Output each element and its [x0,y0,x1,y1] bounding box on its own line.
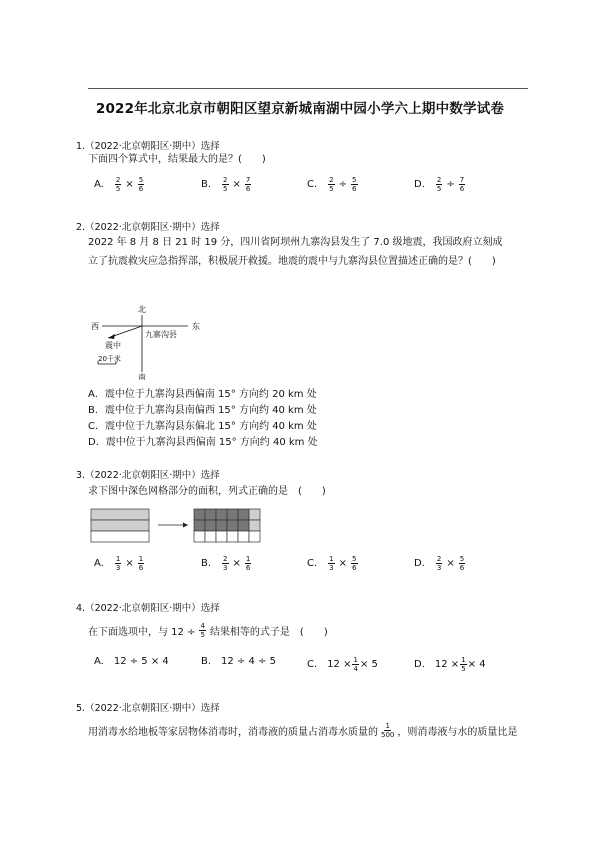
q4-text-after: 结果相等的式子是 ( ) [209,627,328,638]
q5-text [88,722,517,739]
q4-option-c[interactable] [307,656,378,673]
grid-cell [238,531,249,542]
option-label: B. [201,179,212,190]
q4-text [88,622,328,639]
option-label: B. [201,656,212,667]
q2-option-d[interactable]: D．震中位于九寨沟县西偏南 15° 方向约 40 km 处 [88,437,318,448]
header-rule [88,88,528,89]
map-epicenter-label: 震中 [105,341,121,350]
q2-direction-map [88,300,218,380]
expression: 12 ÷ 4 ÷ 5 [221,656,276,667]
option-label: A. [94,179,104,190]
q3-option-d[interactable] [414,555,466,572]
map-arrowhead [108,334,115,339]
q3-header: 3.（2022·北京朝阳区·期中）选择 [76,470,220,481]
q5-header: 5.（2022·北京朝阳区·期中）选择 [76,703,220,714]
grid-cell [249,520,260,531]
grid-cell [249,509,260,520]
fraction: $\frac{2}{5}$ [115,176,121,193]
expression-post: × 4 [467,659,486,670]
option-label: C. [307,659,318,670]
option-label: D. [414,558,425,569]
map-west-label: 西 [91,322,99,331]
q2-option-c[interactable]: C．震中位于九寨沟县东偏北 15° 方向约 40 km 处 [88,421,317,432]
grid-cell [227,531,238,542]
q2-line1: 2022 年 8 月 8 日 21 时 19 分，四川省阿坝州九寨沟县发生了 7.0 级地震，我国政府立刻成 [88,237,503,248]
fraction: $\frac{2}{3}$ [436,555,442,572]
q2-line2: 立了抗震救灾应急指挥部，积极展开救援。地震的震中与九寨沟县位置描述正确的是？( ) [88,256,496,267]
grid-cell [216,509,227,520]
option-label: C. [307,558,318,569]
operator: × [338,558,348,569]
option-label: D. [414,659,425,670]
fraction: $\frac{4}{5}$ [200,622,205,639]
fraction: $\frac{5}{6}$ [352,176,357,193]
fraction: $\frac{2}{3}$ [223,555,228,572]
grid-cell [249,531,260,542]
fraction: $\frac{1}{6}$ [138,555,144,572]
map-county-label: 九寨沟县 [145,330,177,339]
grid-right [194,509,260,542]
grid-left-row-2 [91,520,149,531]
fraction: $\frac{1}{3}$ [115,555,121,572]
operator: × [232,558,241,569]
q1-option-c[interactable] [307,176,359,193]
fraction: $\frac{1}{6}$ [245,555,251,572]
q1-option-b[interactable] [201,176,252,193]
q2-header: 2.（2022·北京朝阳区·期中）选择 [76,222,220,233]
q1-option-a[interactable] [94,176,145,193]
grid-left-row-3 [91,531,149,542]
option-label: A. [94,656,104,667]
expression-pre: 12 × [434,659,460,670]
fraction: $\frac{7}{6}$ [459,176,465,193]
grid-cell [216,520,227,531]
q3-grid-figure [90,507,270,545]
q2-option-b[interactable]: B．震中位于九寨沟县南偏西 15° 方向约 40 km 处 [88,405,317,416]
operator: × [125,558,134,569]
option-label: A. [94,558,104,569]
fraction: $\frac{5}{6}$ [459,555,465,572]
option-label: C. [307,179,318,190]
map-south-label: 南 [138,373,146,380]
grid-cell [238,520,249,531]
option-label: B. [201,558,212,569]
fraction: $\frac{1}{5}$ [461,656,466,673]
q3-option-a[interactable] [94,555,145,572]
grid-arrow-head [183,523,188,528]
fraction: $\frac{5}{6}$ [352,555,357,572]
expression-pre: 12 × [327,659,352,670]
grid-cell [194,509,205,520]
q4-option-d[interactable] [414,656,486,673]
page-title: 2022年北京北京市朝阳区望京新城南湖中园小学六上期中数学试卷 [95,101,505,117]
expression-post: × 5 [359,659,378,670]
q1-header: 1.（2022·北京朝阳区·期中）选择 [76,141,220,152]
fraction: $\frac{1}{4}$ [353,656,358,673]
fraction: $\frac{1}{3}$ [329,555,334,572]
operator: × [446,558,455,569]
expression: 12 ÷ 5 × 4 [113,656,169,667]
q3-text: 求下图中深色网格部分的面积，列式正确的是 ( ) [88,486,326,497]
fraction: $\frac{1}{500}$ [381,722,395,739]
q1-option-d[interactable] [414,176,466,193]
q4-option-b[interactable] [201,656,276,667]
map-north-label: 北 [138,305,146,314]
operator: ÷ [338,179,348,190]
q4-text-before: 在下面选项中，与 12 ÷ [88,627,196,638]
grid-cell [238,509,249,520]
q3-option-b[interactable] [201,555,252,572]
grid-cell [194,531,205,542]
q4-header: 4.（2022·北京朝阳区·期中）选择 [76,603,220,614]
q5-text-before: 用消毒水给地板等家居物体消毒时，消毒液的质量占消毒水质量的 [88,727,378,738]
fraction: $\frac{2}{5}$ [223,176,228,193]
grid-cell [227,520,238,531]
grid-cell [194,520,205,531]
grid-cell [205,531,216,542]
grid-cell [216,531,227,542]
option-label: D. [414,179,425,190]
q4-option-a[interactable] [94,656,169,667]
grid-cell [227,509,238,520]
operator: ÷ [446,179,455,190]
grid-cell [205,509,216,520]
operator: × [125,179,134,190]
grid-left-row-1 [91,509,149,520]
q5-text-after: ，则消毒液与水的质量比是 [397,727,518,738]
fraction: $\frac{7}{6}$ [245,176,251,193]
map-east-label: 东 [192,322,200,331]
map-scale-label: 20千米 [98,355,121,363]
q2-option-a[interactable]: A．震中位于九寨沟县西偏南 15° 方向约 20 km 处 [88,389,317,400]
fraction: $\frac{2}{5}$ [329,176,334,193]
q3-option-c[interactable] [307,555,359,572]
operator: × [232,179,241,190]
grid-cell [205,520,216,531]
fraction: $\frac{2}{5}$ [436,176,442,193]
q1-text: 下面四个算式中，结果最大的是？( ) [88,154,266,165]
fraction: $\frac{5}{6}$ [138,176,144,193]
